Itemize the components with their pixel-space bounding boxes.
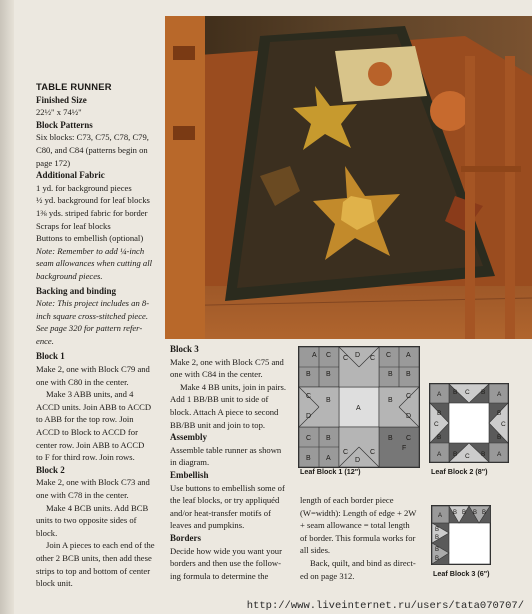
finished-size-value: 22½" x 74½"	[36, 107, 82, 118]
embellish-line: leaves and pumpkins.	[170, 520, 245, 531]
embellish-line: Use buttons to embellish some of	[170, 482, 285, 493]
leaf-block-1-label: Leaf Block 1	[300, 467, 343, 476]
svg-text:B: B	[388, 371, 393, 378]
svg-text:B: B	[326, 397, 331, 404]
svg-text:B: B	[453, 389, 458, 396]
svg-text:C: C	[406, 393, 412, 400]
block2-line: one with C78 in the center.	[36, 490, 129, 500]
block2-line: units to two opposite sides of	[36, 515, 137, 526]
block1-line: Make 3 ABB units, and 4	[46, 389, 134, 400]
leaf-block-3-diagram	[431, 505, 491, 570]
svg-text:C: C	[434, 421, 439, 428]
assembly-line: Assemble table runner as shown	[170, 444, 282, 455]
leaf-block-2-size: (8")	[475, 467, 488, 476]
svg-text:A: A	[438, 513, 443, 519]
svg-text:B: B	[437, 434, 442, 441]
svg-text:B: B	[326, 371, 331, 378]
block-patterns-heading: Block Patterns	[36, 119, 93, 130]
embellish-line: and/or heat-transfer motifs of	[170, 507, 271, 518]
svg-text:A: A	[356, 405, 361, 412]
svg-text:C: C	[406, 435, 412, 442]
leaf-block-3-caption	[433, 569, 490, 578]
leaf-block-2-diagram	[429, 383, 509, 468]
block3-line: block. Attach A piece to second	[170, 406, 279, 417]
block2-line: Make 2, one with Block C73 and	[36, 477, 150, 488]
assembly-heading: Assembly	[170, 432, 208, 443]
embellish-heading: Embellish	[170, 469, 209, 480]
block-patterns-line: C80, and C84 (patterns begin on	[36, 144, 148, 155]
svg-text:A: A	[437, 391, 442, 398]
border-formula-line: Back, quilt, and bind as direct-	[310, 557, 416, 568]
block3-line: Make 2, one with Block C75 and	[170, 356, 284, 367]
svg-text:D: D	[406, 413, 412, 420]
svg-text:A: A	[437, 451, 442, 458]
svg-text:C: C	[386, 352, 392, 359]
svg-text:B: B	[435, 535, 440, 541]
assembly-line: in diagram.	[170, 457, 210, 468]
borders-line: ing formula to determine the	[170, 570, 269, 581]
watermark-url: http://www.liveinternet.ru/users/tata070707/	[246, 600, 524, 612]
block-patterns-line: Six blocks: C73, C75, C78, C79,	[36, 132, 149, 143]
svg-text:A: A	[326, 455, 331, 462]
fabric-line: Buttons to embellish (optional)	[36, 233, 144, 244]
leaf-block-2-caption	[431, 467, 488, 476]
middle-column	[170, 343, 292, 582]
svg-text:B: B	[435, 547, 440, 553]
leaf-block-3-label: Leaf Block 3	[433, 569, 476, 578]
fabric-line: Scraps for leaf blocks	[36, 220, 111, 231]
svg-text:D: D	[355, 352, 361, 359]
svg-text:F: F	[402, 445, 407, 452]
block3-line: Add 1 BB/BB unit to side of	[170, 394, 269, 405]
left-column	[36, 81, 166, 590]
block-patterns-line: page 172)	[36, 157, 71, 168]
svg-text:D: D	[355, 457, 361, 464]
leaf-block-1-diagram	[298, 346, 420, 473]
finished-size-heading: Finished Size	[36, 94, 87, 105]
additional-fabric-heading: Additional Fabric	[36, 170, 105, 181]
svg-text:C: C	[370, 355, 376, 362]
block1-line: Make 2, one with Block C79 and	[36, 364, 150, 375]
svg-text:C: C	[501, 421, 506, 428]
svg-text:C: C	[465, 453, 470, 460]
block2-heading: Block 2	[36, 464, 65, 475]
backing-note: inch square cross-stitched piece.	[36, 310, 149, 321]
block1-line: to F for third row. Join rows.	[36, 452, 135, 463]
borders-heading: Borders	[170, 532, 201, 543]
svg-text:B: B	[462, 510, 467, 516]
svg-text:B: B	[406, 371, 411, 378]
block2-line: block.	[36, 527, 58, 538]
block2-line: Make 4 BCB units. Add BCB	[46, 502, 149, 513]
svg-text:A: A	[497, 451, 502, 458]
backing-note: ence.	[36, 335, 54, 346]
block2-line: Join A pieces to each end of the	[46, 540, 155, 551]
svg-text:A: A	[312, 352, 317, 359]
svg-text:B: B	[473, 510, 478, 516]
svg-text:B: B	[326, 435, 331, 442]
leaf-block-1-caption	[300, 467, 361, 476]
backing-heading: Backing and binding	[36, 285, 117, 296]
svg-text:C: C	[306, 393, 312, 400]
block1-heading: Block 1	[36, 351, 65, 362]
svg-text:B: B	[481, 451, 486, 458]
backing-note: Note: This project includes an 8-	[36, 298, 150, 309]
svg-text:B: B	[437, 410, 442, 417]
fabric-line: 1⅜ yds. striped fabric for border	[36, 207, 148, 218]
svg-text:C: C	[306, 435, 312, 442]
block2-line: strips to top and bottom of center	[36, 565, 151, 576]
fabric-note: seam allowances when cutting all	[36, 258, 153, 269]
table-runner-photo	[165, 16, 532, 339]
block2-line: other 2 BCB units, then add these	[36, 552, 152, 563]
leaf-block-2-label: Leaf Block 2	[431, 467, 474, 476]
svg-text:B: B	[453, 510, 458, 516]
svg-text:B: B	[306, 455, 311, 462]
block3-line: BB/BB unit and join to top.	[170, 419, 266, 430]
border-formula-line: length of each border piece	[300, 495, 394, 505]
backing-note: See page 320 for pattern refer-	[36, 323, 143, 334]
page-gutter-shadow	[0, 0, 14, 614]
block1-line: one with C80 in the center.	[36, 376, 129, 387]
svg-text:C: C	[343, 449, 349, 456]
border-formula-line: ed on page 312.	[300, 570, 355, 581]
svg-text:B: B	[481, 389, 486, 396]
section-title: TABLE RUNNER	[36, 81, 112, 92]
svg-text:B: B	[497, 434, 502, 441]
embellish-line: the leaf blocks, or try appliquéd	[170, 495, 280, 506]
borders-line: borders and then use the follow-	[170, 558, 281, 569]
svg-text:C: C	[465, 389, 470, 396]
svg-text:B: B	[453, 451, 458, 458]
block2-line: block unit.	[36, 578, 73, 589]
border-formula-line: + seam allowance = total length	[300, 520, 410, 531]
leaf-block-1-size: (12")	[344, 467, 361, 476]
block1-line: ACCD units. Join ABB to ACCD	[36, 401, 152, 412]
svg-text:B: B	[388, 397, 393, 404]
block1-line: center row. Join ABB to ACCD	[36, 439, 145, 450]
leaf-block-3-size: (6")	[477, 569, 490, 578]
fabric-line: 1 yd. for background pieces	[36, 182, 132, 193]
svg-text:B: B	[435, 527, 440, 533]
svg-text:D: D	[306, 413, 312, 420]
svg-text:C: C	[343, 355, 349, 362]
block3-line: Make 4 BB units, join in pairs.	[180, 381, 286, 392]
svg-text:A: A	[406, 352, 411, 359]
svg-text:B: B	[435, 556, 440, 562]
border-formula-line: of border. This formula works for	[300, 532, 416, 543]
block1-line: to ABB for the top row. Join	[36, 414, 134, 425]
svg-text:B: B	[482, 510, 487, 516]
fabric-note: Note: Remember to add ¼-inch	[36, 245, 145, 256]
fabric-note: background pieces.	[36, 270, 103, 281]
svg-text:A: A	[497, 391, 502, 398]
fabric-line: ½ yd. background for leaf blocks	[36, 195, 150, 206]
border-formula-line: (W=width): Length of edge + 2W	[300, 507, 417, 518]
svg-text:C: C	[370, 449, 376, 456]
svg-text:B: B	[497, 410, 502, 417]
border-formula-line: all sides.	[300, 545, 331, 556]
svg-text:C: C	[326, 352, 332, 359]
block3-heading: Block 3	[170, 344, 199, 354]
borders-line: Decide how wide you want your	[170, 545, 282, 556]
svg-text:B: B	[388, 435, 393, 442]
right-column	[300, 494, 426, 582]
block1-line: ACCD to Block to ACCD for	[36, 427, 138, 438]
block3-line: one with C84 in the center.	[170, 369, 263, 380]
svg-text:B: B	[306, 371, 311, 378]
